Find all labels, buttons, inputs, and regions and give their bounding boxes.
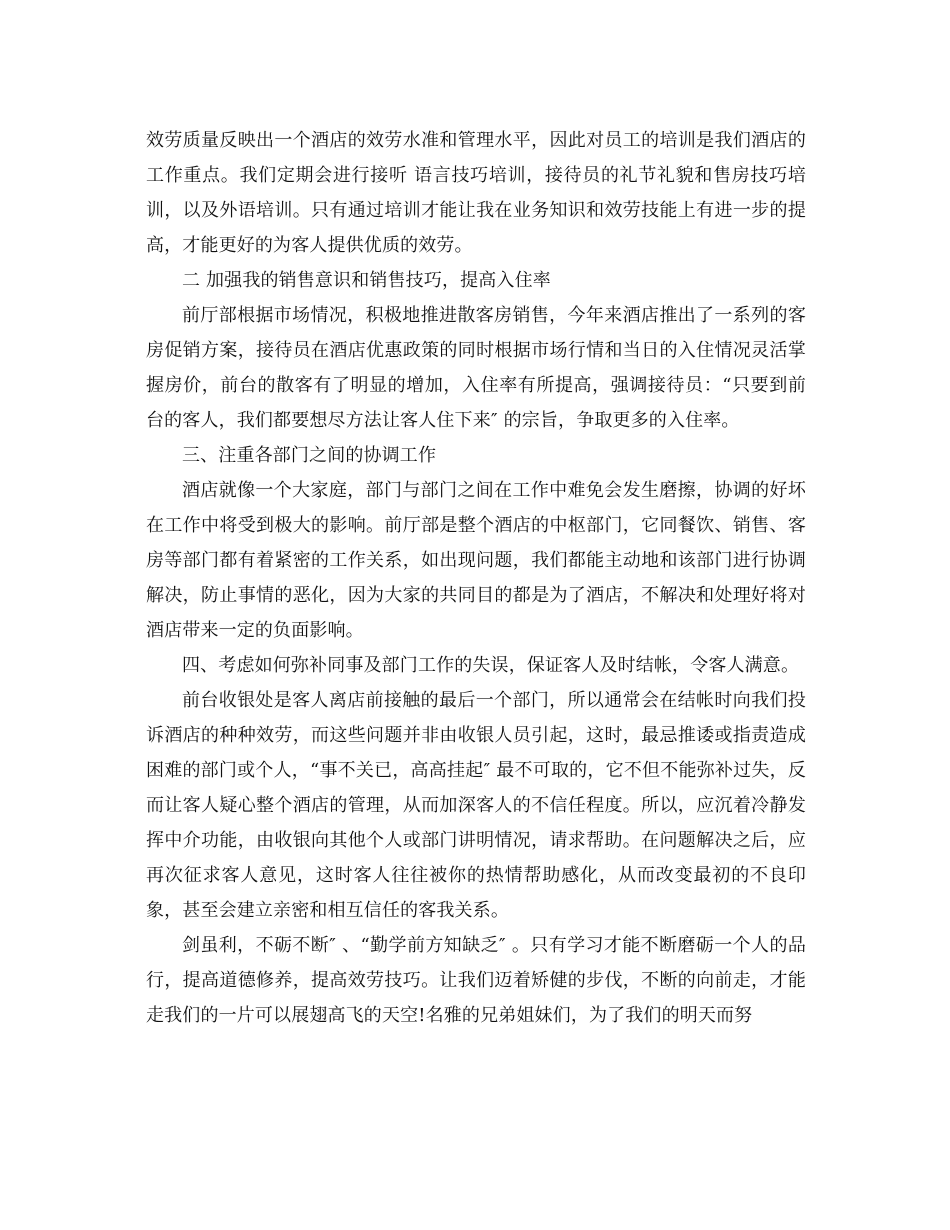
paragraph-closing: 剑虽利，不砺不断″ 、“勤学前方知缺乏″ 。只有学习才能不断磨砺一个人的品行，提高道德修养，提高效劳技巧。让我们迈着矫健的步伐，不断的向前走，才能走我们的一片可以展翅高飞的天空!名雅的兄弟姐妹们，为了我们的明天而努 <box>146 935 806 1026</box>
document-body <box>146 123 806 1033</box>
section-heading-sales: 二 加强我的销售意识和销售技巧，提高入住率 <box>182 270 551 291</box>
paragraph-training: 效劳质量反映出一个酒店的效劳水准和管理水平，因此对员工的培训是我们酒店的工作重点。我们定期会进行接听 语言技巧培训，接待员的礼节礼貌和售房技巧培训，以及外语培训。只有通过培训才能让我在业务知识和效劳技能上有进一步的提高，才能更好的为客人提供优质的效劳。 <box>146 130 806 256</box>
paragraph-sales: 前厅部根据市场情况，积极地推进散客房销售，今年来酒店推出了一系列的客房促销方案，接待员在酒店优惠政策的同时根据市场行情和当日的入住情况灵活掌握房价，前台的散客有了明显的增加，入住率有所提高，强调接待员：“只要到前台的客人，我们都要想尽方法让客人住下来″ 的宗旨，争取更多的入住率。 <box>146 305 806 431</box>
section-heading-coordination: 三、注重各部门之间的协调工作 <box>182 445 437 466</box>
section-heading-mistakes: 四、考虑如何弥补同事及部门工作的失误，保证客人及时结帐，令客人满意。 <box>182 655 800 676</box>
paragraph-cashier: 前台收银处是客人离店前接触的最后一个部门，所以通常会在结帐时向我们投诉酒店的种种效劳，而这些问题并非由收银人员引起，这时，最忌推诿或指责造成困难的部门或个人，“事不关已，高高挂起″ 最不可取的，它不但不能弥补过失，反而让客人疑心整个酒店的管理，从而加深客人的不信任程度。所以，应沉着冷静发挥中介功能，由收银向其他个人或部门讲明情况，请求帮助。在问题解决之后，应再次征求客人意见，这时客人往往被你的热情帮助感化，从而改变最初的不良印象，甚至会建立亲密和相互信任的客我关系。 <box>146 690 806 921</box>
paragraph-coordination: 酒店就像一个大家庭，部门与部门之间在工作中难免会发生磨擦，协调的好坏在工作中将受到极大的影响。前厅部是整个酒店的中枢部门，它同餐饮、销售、客房等部门都有着紧密的工作关系，如出现问题，我们都能主动地和该部门进行协调解决，防止事情的恶化，因为大家的共同目的都是为了酒店，不解决和处理好将对酒店带来一定的负面影响。 <box>146 480 806 641</box>
